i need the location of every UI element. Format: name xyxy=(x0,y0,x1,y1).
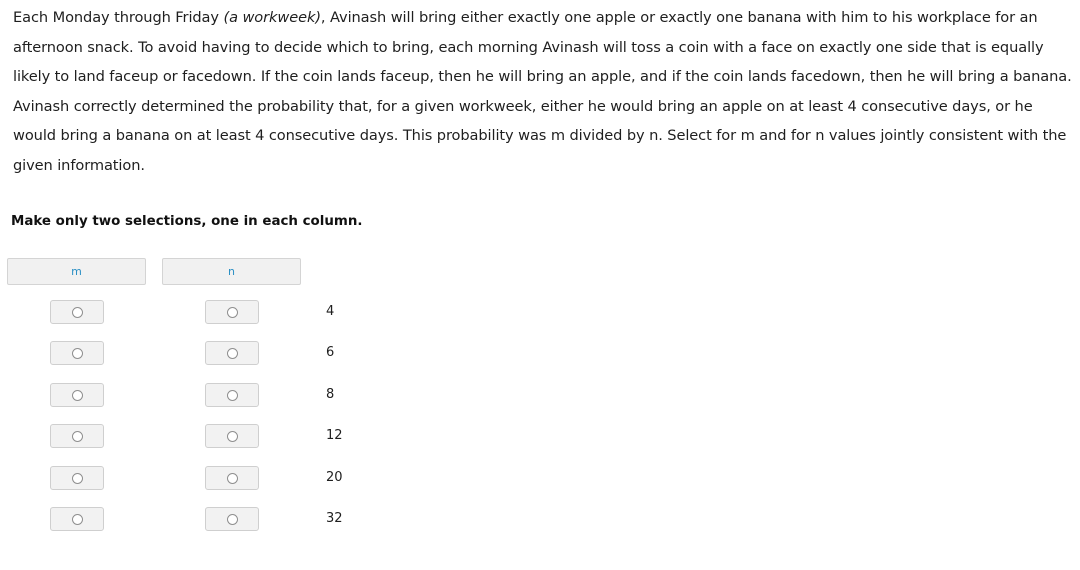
option-label-2: 6 xyxy=(326,345,335,360)
radio-circle-icon xyxy=(72,473,83,484)
radio-n-option-1[interactable] xyxy=(205,300,259,324)
question-text xyxy=(13,3,1075,180)
radio-n-option-2[interactable] xyxy=(205,341,259,365)
option-label-1: 4 xyxy=(326,304,335,319)
radio-circle-icon xyxy=(72,348,83,359)
question-text-part2: , Avinash will bring either exactly one apple or exactly one banana with him to his workplace for an afternoon snack. To avoid having to decide which to bring, each morning Avinash will toss a coin with a face on exactly one side that is equally likely to land faceup or facedown. If the coin lands faceup, then he will bring an apple, and if the coin lands facedown, then he will bring a banana. Avinash correctly determined the probability that, for a given workweek, either he would bring an apple on at least 4 consecutive days, or he would bring a banana on at least 4 consecutive days. This probability was m divided by n. Select for m and for n values jointly consistent with the given information. xyxy=(13,9,1072,174)
radio-m-option-3[interactable] xyxy=(50,383,104,407)
option-label-5: 20 xyxy=(326,470,343,485)
radio-n-option-3[interactable] xyxy=(205,383,259,407)
radio-m-option-1[interactable] xyxy=(50,300,104,324)
question-text-part1: Each Monday through Friday xyxy=(13,9,224,26)
radio-m-option-4[interactable] xyxy=(50,424,104,448)
option-label-3: 8 xyxy=(326,387,335,402)
radio-n-option-4[interactable] xyxy=(205,424,259,448)
radio-m-option-5[interactable] xyxy=(50,466,104,490)
radio-circle-icon xyxy=(227,431,238,442)
option-label-4: 12 xyxy=(326,428,343,443)
column-header-m: m xyxy=(7,258,146,285)
radio-n-option-5[interactable] xyxy=(205,466,259,490)
radio-n-option-6[interactable] xyxy=(205,507,259,531)
radio-circle-icon xyxy=(72,307,83,318)
radio-circle-icon xyxy=(227,473,238,484)
radio-circle-icon xyxy=(227,307,238,318)
option-label-6: 32 xyxy=(326,511,343,526)
radio-circle-icon xyxy=(72,514,83,525)
radio-circle-icon xyxy=(227,390,238,401)
radio-m-option-6[interactable] xyxy=(50,507,104,531)
radio-m-option-2[interactable] xyxy=(50,341,104,365)
radio-circle-icon xyxy=(227,348,238,359)
column-header-n: n xyxy=(162,258,301,285)
question-text-italic: (a workweek) xyxy=(223,9,321,26)
radio-circle-icon xyxy=(72,390,83,401)
radio-circle-icon xyxy=(227,514,238,525)
instruction-text: Make only two selections, one in each column. xyxy=(11,214,363,229)
radio-circle-icon xyxy=(72,431,83,442)
